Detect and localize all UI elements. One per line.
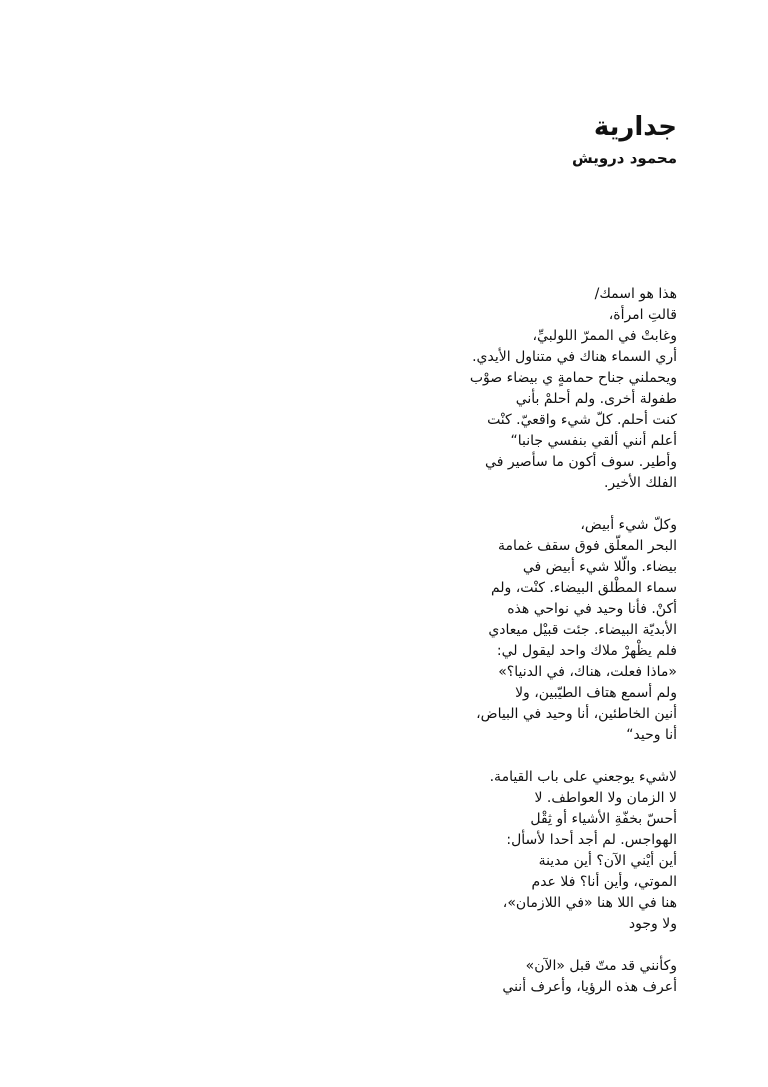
poem-line: ولم أسمع هتاف الطيّبين، ولا [515,685,677,701]
stanza [470,956,677,998]
poem-line: أنين الخاطئين، أنا وحيد في البياض، [476,706,677,722]
poem-line: هذا هو اسمك/ [594,286,677,302]
poem-line: طفولة أخرى. ولم أحلمْ بأني [515,391,677,407]
poem-line: الموتي، وأين أنا؟ فلا عدم [531,874,677,890]
poem-line: أعرف هذه الرؤيا، وأعرف أنني [502,979,677,995]
poem-line: أري السماء هناك في متناول الأيدي. [472,349,677,365]
stanza [470,284,677,494]
poem-line: «ماذا فعلت، هناك، في الدنيا؟» [498,664,677,680]
stanza [470,515,677,746]
poem-line: أعلم أنني ألقي بنفسي جانبا“ [510,433,677,449]
poem-line: وغابتْ في الممرّ اللولبيِّ، [532,328,677,344]
poem-line: ولا وجود [628,916,677,932]
poem-line: بيضاء. والّلا شيء أبيض في [522,559,677,575]
poem-line: فلم يظْهرْ ملاك واحد ليقول لي: [496,643,677,659]
poem-line: وأطير. سوف أكون ما سأصير في [485,454,677,470]
poem-line: هنا في اللا هنا «في اللازمان»، [502,895,677,911]
poem-line: أين أيْني الآن؟ أين مدينة [538,853,677,869]
poem-line: كنت أحلم. كلّ شيء واقعيّ. كنْت [487,412,677,428]
poem-line: لاشيء يوجعني على باب القيامة. [489,769,677,785]
poem-line: وكأنني قد متّ قبل «الآن» [525,958,677,974]
poem-line: الأبديّة البيضاء. جئت قبيْل ميعادي [488,622,677,638]
poem-line: الهواجس. لم أجد أحدا لأسأل: [506,832,677,848]
poem-line: أكنْ. فأنا وحيد في نواحي هذه [507,601,677,617]
poem-line: أحسّ بخفّةِ الأشياء أو ثِقْل [530,811,677,827]
stanza [470,767,677,935]
poem-line: وكلّ شيء أبيض، [580,517,677,533]
poem-body [470,284,677,1019]
poem-line: الفلك الأخير. [603,475,677,491]
poem-line: ويحملني جناح حمامةٍ ي بيضاء صوْب [469,370,677,386]
poem-line: سماء المطْلق البيضاء. كنْت، ولم [490,580,677,596]
poem-title: جدارية [593,112,677,142]
poem-line: البحر المعلّق فوق سقف غمامة [497,538,677,554]
poem-line: أنا وحيد“ [626,727,677,743]
poem-author: محمود درويش [572,149,677,167]
poem-line: قالتِ امرأة، [608,307,677,323]
poem-line: لا الزمان ولا العواطف. لا [534,790,677,806]
